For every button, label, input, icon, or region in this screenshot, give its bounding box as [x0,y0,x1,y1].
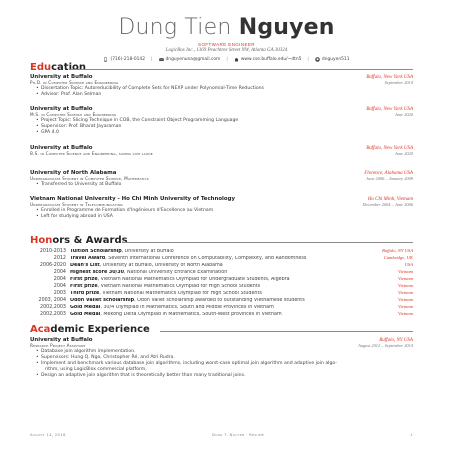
list-item: • Design an adaptive join algorithm that is theoretically better than many traditional joins. [36,373,413,379]
list-item: • Database join algorithm implementation. [36,349,413,355]
honor-location: Vietnam [398,269,413,274]
honor-desc: , Odon Vallet scholarship awarded to outstanding Vietnamese students [134,298,305,303]
education-title-rest: cation [51,62,86,73]
list-item: • Left for studying abroad in USA [36,214,413,220]
list-item: • Transferred to University at Buffalo [36,182,413,188]
institution-location: Buffalo, New York USA [366,75,413,80]
phone-contact [103,57,145,62]
honor-year: 2004 [53,284,66,289]
list-item: • Supervisors: Hung Q. Ngo, Christopher Ré, and Atri Rudra. [36,355,413,361]
education-rule [70,69,413,70]
honor-year: 2004 [53,277,66,282]
honors-title-accent: Hon [30,235,53,246]
experience-title-rest: demic Experience [50,324,150,335]
honor-location: Vietnam [398,311,413,316]
first-name: Dung Tien [118,15,232,40]
honors-title-rest: ors & Awards [52,235,128,246]
education-entry [30,74,413,98]
honor-item [30,255,413,261]
honor-location: Vietnam [398,304,413,309]
honor-year: 2004 [53,270,66,275]
date-range: June 2020 [394,112,413,117]
role: Research Project Assistant [30,343,86,348]
list-item: • Project Topic: Slicing Technique in COB, the Constraint Object Programming Language [36,118,413,124]
honor-desc: , University at Buffalo, University of North Alabama [99,263,223,268]
honor-desc: , Vietnam National Mathematics Olympiad for Undergraduate Students, Algebra [97,277,290,282]
job-position: SOFTWARE ENGINEER [198,42,255,47]
contact-separator: | [307,57,309,62]
education-entry [30,196,413,220]
education-entry [30,170,413,188]
honor-name: Highest score 30/30 [70,270,124,275]
honor-location: Buffalo, NY USA [381,248,413,253]
list-item: • Dissertation Topic: Autoreducibility of Complete Sets for NEXP under Polynomial-Time Reductions [36,86,413,92]
honor-location: Vietnam [398,297,413,302]
honor-desc: , Vietnam National Mathematics Olympiad for High School Students [99,291,262,296]
list-item: • GPA 4.0 [36,130,413,136]
honor-desc: , Seventh International Conference on Computability, Complexity, and Randomness [105,256,307,261]
date-range: December 2004 – June 2006 [362,202,413,207]
bullet-list [36,349,413,379]
honor-item [30,311,413,317]
home-icon [234,57,239,62]
honor-item [30,248,413,254]
date-range: June 2020 [394,151,413,156]
experience-section-title [30,324,150,335]
phone-text: (716)-218-0142 [110,57,146,62]
honor-item [30,269,413,275]
honor-name: Third prize [70,291,100,296]
experience-title-accent: Aca [30,324,51,335]
education-section-title [30,62,86,73]
website-link[interactable]: www.cse.buffalo.edu/~dtn5 [240,57,302,62]
page-number: 1 [410,432,413,437]
experience-entry [30,337,413,379]
honor-location: Cambridge, UK [383,255,413,260]
honor-desc: , University at Buffalo [121,249,174,254]
institution-location: Ho Chi Minh, Vietnam [367,197,413,202]
bullet-list [36,182,413,188]
list-item: • Enrolled in Programme de Formation d'Ingénieurs d'Excellence au Vietnam [36,208,413,214]
honor-item [30,297,413,303]
honor-name: Gold Medal [70,305,101,310]
honor-year: 2010-2013 [39,249,66,254]
institution-name: University at Buffalo [30,106,93,112]
institution-location: Buffalo, New York USA [366,146,413,151]
envelope-icon [159,57,164,62]
website-contact[interactable] [234,57,302,62]
honors-rule [122,242,413,243]
honor-name: Odon Vallet scholarship [70,298,135,303]
footer-date: August 14, 2016 [30,432,66,437]
institution-location: Buffalo, New York USA [366,107,413,112]
honor-desc: , Mekong Delta Olympiad in Mathematics, South-West provinces in Vietnam [100,312,282,317]
institution-location: Florence, Alabama USA [364,171,413,176]
honor-year: 2003 [53,291,66,296]
honor-item [30,290,413,296]
honor-item [30,283,413,289]
resume-header [0,16,453,62]
experience-rule [160,331,413,332]
institution-name: Vietnam National University - Ho Chi Minh University of Technology [30,196,235,202]
honor-name: Gold Medal [70,312,101,317]
list-item: • Implement and benchmark various database join algorithms, including worst-case optimal join algorithm and adaptive join algo- [36,361,413,367]
degree: Ph.D. in Computer Science and Engineering [30,80,119,85]
honor-item [30,304,413,310]
education-title-accent: Edu [30,62,52,73]
list-item: • Advisor: Prof. Alan Selman [36,92,413,98]
honor-name: Travel Award [70,256,106,261]
honor-year: 2003, 2004 [38,298,66,303]
github-contact[interactable] [315,57,350,62]
contact-separator: | [226,57,228,62]
address: LogicBox Inc., 1369 Peachtree Street NW, Atlanta GA 30324 [165,48,288,53]
honor-desc: , National University Entrance Examination [123,270,228,275]
last-name: Nguyen [238,15,335,40]
phone-icon [103,57,108,62]
bullet-list [36,208,413,220]
list-item: • Supervisor: Prof. Bharat Jayaraman [36,124,413,130]
honors-section-title [30,235,128,246]
honor-year: 2006-2020 [39,263,66,268]
list-item: rithm, using LogicBlox commercial platform. [45,367,147,372]
education-entry [30,106,413,136]
date-range: August 2012 – September 2014 [358,343,413,348]
honor-location: Vietnam [398,290,413,295]
date-range: June 2006 – January 2009 [366,176,413,181]
bullet-list [36,86,413,98]
institution-name: University of North Alabama [30,170,117,176]
honor-name: Dean's List [70,263,100,268]
honor-year: 2002,2003 [40,305,66,310]
github-link[interactable]: dnguyen511 [321,57,350,62]
honor-name: Tuition Scholarship [70,249,122,254]
education-entry [30,145,413,156]
honor-location: USA [404,262,413,267]
degree: Undergraduate Student in Telecommunication [30,202,123,207]
honor-item [30,262,413,268]
date-range: September 2014 [384,80,413,85]
degree: B.S. in Computer Science and Engineering, summa cum laude [30,151,153,156]
bullet-list [36,118,413,136]
institution-name: University at Buffalo [30,145,93,151]
honor-desc: , 30/4 Olympiad in Mathematics, South and Middle Provinces in Vietnam [100,305,274,310]
honor-item [30,276,413,282]
page-footer [30,432,413,437]
full-name [0,16,453,40]
honor-year: 2002,2003 [40,312,66,317]
honor-name: First prize [70,284,98,289]
degree: Undergraduate Student in Computer Science, Mathematics [30,176,149,181]
footer-title: Dung T. Nguyen · Résumé [211,432,265,437]
institution-location: Buffalo, NY USA [379,338,413,343]
github-icon [315,57,320,62]
degree: M.S. in Computer Science and Engineering [30,112,117,117]
contact-separator: | [151,57,153,62]
honor-location: Vietnam [398,276,413,281]
institution-name: University at Buffalo [30,74,93,80]
institution-name: University at Buffalo [30,337,93,343]
honor-desc: , Vietnam National Mathematics Olympiad for High School Students [97,284,261,289]
honor-location: Vietnam [398,283,413,288]
email-link[interactable]: dnguyenuna@gmail.com [165,57,221,62]
email-contact[interactable] [159,57,221,62]
honor-name: First prize [70,277,98,282]
honor-year: 2012 [53,256,66,261]
